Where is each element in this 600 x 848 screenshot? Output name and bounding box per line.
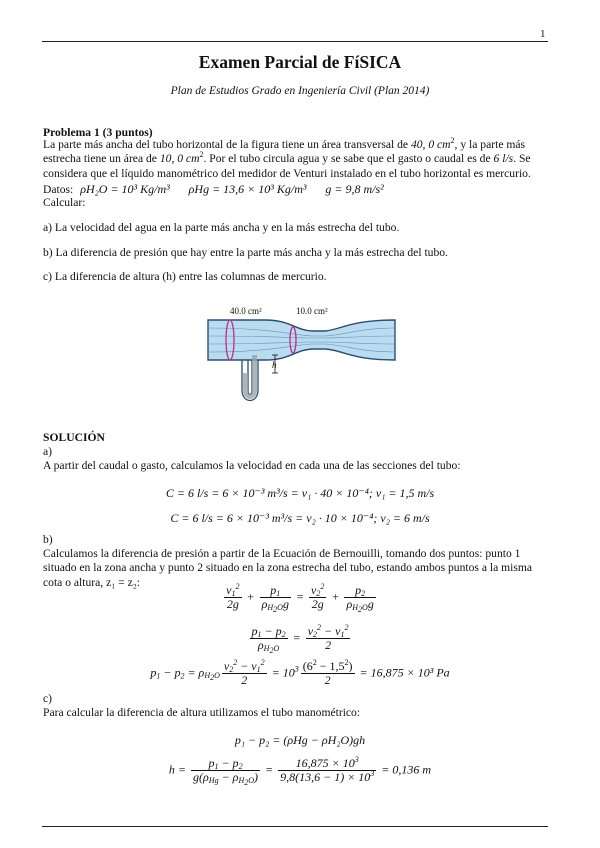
header-rule: [42, 41, 548, 42]
b-result: = 16,875 × 10³ Pa: [359, 665, 450, 680]
datos-line: [43, 182, 553, 197]
equation-a2: C = 6 l/s = 6 × 10⁻³ m³/s = v₂ · 10 × 10⁻⁴; v₂ = 6 m/s: [170, 511, 430, 525]
statement-part-2: , y la parte más estrecha tiene un área de: [43, 138, 526, 166]
equation-c1: p₁ − p₂ = (ρHg − ρH₂O)gh: [234, 733, 366, 747]
equation-b2: $\frac{p_1 - p_2}{\rho_{H_2O}}$ = $\frac{v_2^2 - v_1^2}{2}$: [251, 623, 349, 655]
item-b: b) La diferencia de presión que hay entre la parte más ancha y la más estrecha del tubo.: [43, 246, 448, 259]
item-c: c) La diferencia de altura (h) entre las columnas de mercurio.: [43, 270, 327, 283]
page-number: 1: [540, 28, 546, 40]
c-result: = 0,136 m: [381, 762, 432, 777]
equation-b3: $p_1 - p_2 = \rho_{H_2O}$ $\frac{v_2^2 - v_1^2}{2}$ = $10^3$ $\frac{(6^2 - 1,5^2)}{2}$ = 16,875 × 10³ Pa: [150, 658, 450, 687]
equation-b1: $\frac{v_1^2}{2g}$ + $\frac{p_1}{\rho_{H_2O}g}$ = $\frac{v_2^2}{2g}$ + $\frac{p_2}{\rho_{H_2O}g}$: [226, 582, 374, 614]
footer-rule: [42, 826, 548, 827]
equation-a1: C = 6 l/s = 6 × 10⁻³ m³/s = v₁ · 40 × 10⁻⁴; v₁ = 1,5 m/s: [165, 486, 435, 500]
flow-value: 6 l/s: [493, 152, 514, 166]
venturi-figure: [200, 300, 400, 410]
equation-c2: h = $\frac{p_1 - p_2}{g(\rho_{Hg} - \rho_{H_2O})}$ = $\frac{16,875 \times 10^3}{9,8(13,6 - 1) \times 10^3}$ = 0,136 m: [168, 755, 432, 787]
page-subtitle: Plan de Estudios Grado en Ingeniería Civil (Plan 2014): [170, 85, 430, 97]
label-h: h: [272, 360, 277, 370]
area-big: 40, 0 cm: [410, 138, 451, 151]
statement-part-3: . Por el tubo circula agua y se sabe que el gasto o caudal es de: [203, 152, 494, 166]
solution-a-label: a): [43, 445, 53, 458]
statement-part-1: La parte más ancha del tubo horizontal de la figura tiene un área transversal de: [43, 138, 411, 151]
problem-heading: Problema 1 (3 puntos): [43, 126, 153, 139]
solution-a-text: A partir del caudal o gasto, calculamos la velocidad en cada una de las secciones del tubo:: [43, 459, 461, 472]
solution-c-label: c): [43, 692, 53, 705]
venturi-tube: [208, 320, 395, 360]
problem-statement: La parte más ancha del tubo horizontal de la figura tiene un área transversal de 40, 0 $cm^2$, y la parte más estrecha tiene un área de 10, 0 $cm^2$. Por el tubo circula agua y se sabe que el gasto o caudal es de 6 l/s. Se considera que el líquido manométrico del medidor de Venturi instalado en el tubo horizontal es mercurio.: [43, 136, 531, 180]
solution-b-text: Calculamos la diferencia de presión a partir de la Ecuación de Bernouilli, tomando dos puntos: punto 1 situado en la zona ancha y punto 2 situado en la zona estrecha del tubo, estando ambos puntos a la misma cota o altura, z₁ = z₂:: [43, 547, 533, 589]
datos-rho-hg: ρHg = 13,6 × 10³ Kg/m³: [188, 182, 307, 196]
datos-rho-h2o: ρH₂O = 10³ Kg/m³: [80, 182, 170, 196]
mercury-column: [243, 355, 257, 399]
solution-c-text: Para calcular la diferencia de altura utilizamos el tubo manométrico:: [43, 706, 361, 719]
item-a: a) La velocidad del agua en la parte más ancha y en la más estrecha del tubo.: [43, 221, 400, 234]
area-small: 10, 0 cm: [159, 152, 200, 166]
label-wide-area: 40.0 cm²: [230, 306, 262, 316]
solution-b-label: b): [43, 533, 53, 546]
calcular-label: Calcular:: [43, 196, 86, 209]
label-narrow-area: 10.0 cm²: [296, 306, 328, 316]
solution-heading: SOLUCIÓN: [43, 431, 105, 444]
datos-label: Datos:: [43, 183, 74, 196]
datos-g: g = 9,8 m/s²: [325, 182, 384, 196]
statement-part-4: . Se considera que el líquido manométrico del medidor de Venturi instalado en el tubo horizontal es mercurio.: [43, 152, 531, 180]
page-title: Examen Parcial de FíSICA: [198, 52, 402, 72]
